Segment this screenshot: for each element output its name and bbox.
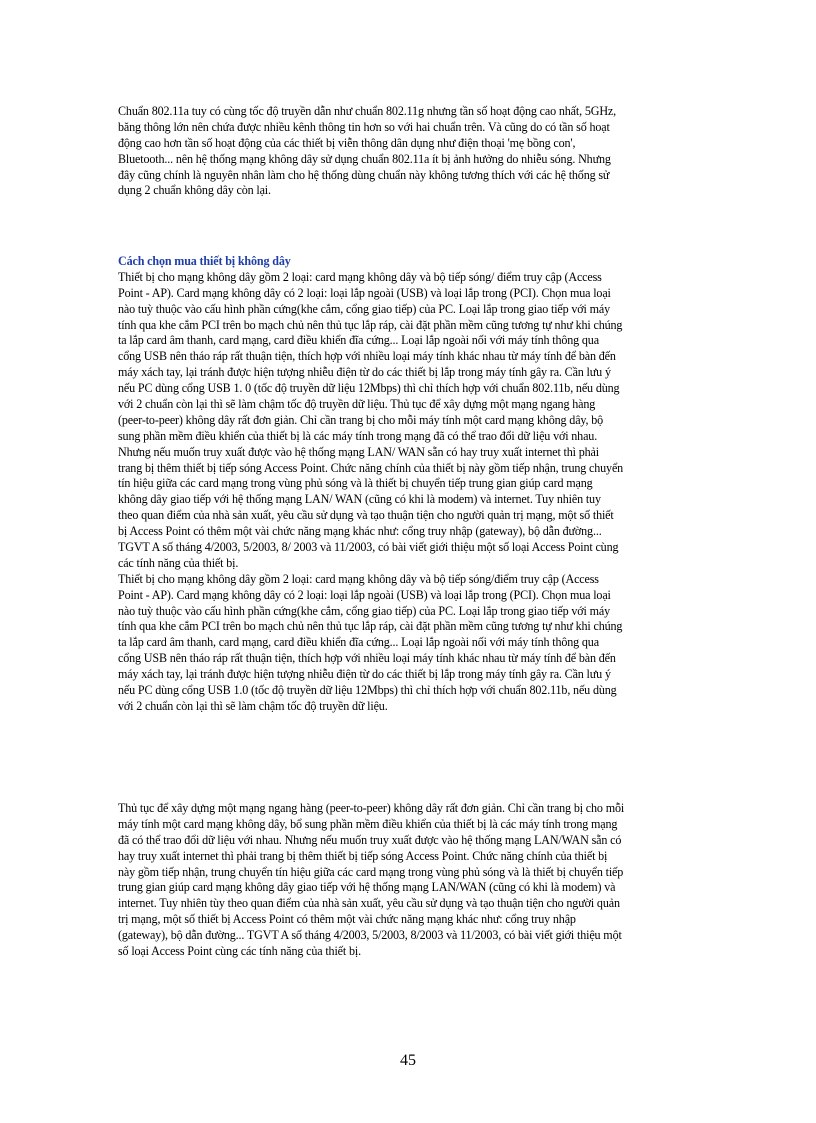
text-line: máy tính một card mạng không dây, bổ sung phần mềm điều khiển của thiết bị là các máy tính trong mạng [118, 816, 618, 831]
text-line: Point - AP). Card mạng không dây có 2 loại: loại lắp ngoài (USB) và loại lắp trong (PCI). Chọn mua loại [118, 587, 611, 602]
text-line: ta lắp card âm thanh, card mạng, card điều khiển đĩa cứng... Loại lắp ngoài nối với máy tính thông qua [118, 635, 599, 650]
text-line: internet. Tuy nhiên tùy theo quan điểm của nhà sản xuất, yêu cầu sử dụng và tạo thuận tiện cho người quản [118, 896, 620, 911]
text-line: tín hiệu giữa các card mạng trong vùng phủ sóng và là thiết bị chuyển tiếp trung gian giúp card mạng [118, 476, 593, 491]
text-line: với 2 chuẩn còn lại thì sẽ làm chậm tốc độ truyền dữ liệu. Thủ tục để xây dựng một mạng ngang hàng [118, 397, 596, 412]
text-line: Thủ tục để xây dựng một mạng ngang hàng (peer-to-peer) không dây rất đơn giản. Chỉ cần trang bị cho mỗi [118, 801, 625, 815]
text-line: sung phần mềm điều khiển của thiết bị là các máy tính trong mạng đã có thể trao đổi dữ liệu với nhau. [118, 428, 598, 443]
text-line: băng thông lớn nên chứa được nhiều kênh thông tin hơn so với hai chuẩn trên. Và cũng do có tần số hoạt [118, 119, 610, 134]
text-line: trị mạng, một số thiết bị Access Point có thêm một vài chức năng mạng khác như: cổng truy nhập [118, 912, 576, 927]
text-line: cổng USB nên tháo ráp rất thuận tiện, thích hợp với nhiều loại máy tính khác nhau từ máy tính để bàn đến [118, 651, 616, 666]
text-line: nào tuỳ thuộc vào cấu hình phần cứng(khe cắm, cổng giao tiếp) của PC. Loại lắp trong giao tiếp với máy [118, 603, 611, 618]
text-line: các tính năng của thiết bị. [118, 555, 239, 570]
text-line: Thiết bị cho mạng không dây gồm 2 loại: card mạng không dây và bộ tiếp sóng/điểm truy cập (Access [118, 571, 599, 586]
paragraph-802-11a [118, 104, 698, 199]
text-line: (gateway), bộ dẫn đường... TGVT A số tháng 4/2003, 5/2003, 8/2003 và 11/2003, có bài viết giới thiệu một [118, 928, 622, 943]
text-line: động cao hơn tần số hoạt động của các thiết bị viễn thông dân dụng như điện thoại 'mẹ bồng con', [118, 135, 576, 150]
text-line: Point - AP). Card mạng không dây có 2 loại: loại lắp ngoài (USB) và loại lắp trong (PCI). Chọn mua loại [118, 285, 611, 300]
text-line: Bluetooth... nên hệ thống mạng không dây sử dụng chuẩn 802.11a ít bị ảnh hưởng do nhiễu sóng. Nhưng [118, 151, 611, 166]
text-line: tính qua khe cắm PCI trên bo mạch chủ nên thủ tục lắp ráp, cài đặt phần mềm cũng tương tự như khi chúng [118, 619, 623, 634]
text-line: ta lắp card âm thanh, card mạng, card điều khiển đĩa cứng... Loại lắp ngoài nối với máy tính thông qua [118, 333, 599, 348]
text-line: với 2 chuẩn còn lại thì sẽ làm chậm tốc độ truyền dữ liệu. [118, 698, 388, 713]
section-buying-devices [118, 254, 698, 715]
text-line: Chuẩn 802.11a tuy có cùng tốc độ truyền dẫn như chuẩn 802.11g nhưng tần số hoạt động cao nhất, 5GHz, [118, 104, 616, 118]
text-line: TGVT A số tháng 4/2003, 5/2003, 8/ 2003 và 11/2003, có bài viết giới thiệu một số loại Access Point cùng [118, 540, 619, 555]
paragraph-peer-to-peer [118, 801, 698, 960]
text-line: (peer-to-peer) không dây rất đơn giản. Chỉ cần trang bị cho mỗi máy tính một card mạng không dây, bộ [118, 412, 604, 427]
text-line: máy xách tay, lại tránh được hiện tượng nhiễu điện từ do các thiết bị lắp trong máy tính gây ra. Cần lưu ý [118, 365, 611, 380]
page-number: 45 [400, 1052, 416, 1069]
text-line: trung gian giúp card mạng không dây giao tiếp với hệ thống mạng LAN/WAN (cũng có khi là modem) và [118, 880, 616, 895]
text-line: này gồm tiếp nhận, trung chuyển tín hiệu giữa các card mạng trong vùng phủ sóng và là thiết bị chuyển tiếp [118, 864, 624, 879]
text-line: trang bị thêm thiết bị tiếp sóng Access Point. Chức năng chính của thiết bị này gồm tiếp nhận, trung chuyển [118, 460, 624, 475]
text-line: theo quan điểm của nhà sản xuất, yêu cầu sử dụng và tạo thuận tiện cho người quản trị mạng, một số thiết [118, 508, 614, 523]
text-line: số loại Access Point cùng các tính năng của thiết bị. [118, 944, 361, 959]
text-line: tính qua khe cắm PCI trên bo mạch chủ nên thủ tục lắp ráp, cài đặt phần mềm cũng tương tự như khi chúng [118, 317, 623, 332]
section-heading: Cách chọn mua thiết bị không dây [118, 254, 291, 268]
text-line: dụng 2 chuẩn không dây còn lại. [118, 183, 271, 198]
text-line: đã có thể trao đổi dữ liệu với nhau. Nhưng nếu muốn truy xuất được vào hệ thống mạng LAN/WAN sẵn có [118, 832, 622, 847]
text-line: nào tuỳ thuộc vào cấu hình phần cứng(khe cắm, cổng giao tiếp) của PC. Loại lắp trong giao tiếp với máy [118, 301, 611, 316]
text-line: hay truy xuất internet thì phải trang bị thêm thiết bị tiếp sóng Access Point. Chức năng chính của thiết bị [118, 848, 608, 863]
text-line: bị Access Point có thêm một vài chức năng mạng khác như: cổng truy nhập (gateway), bộ dẫn đường... [118, 524, 602, 539]
text-line: không dây giao tiếp với hệ thống mạng LAN/ WAN (cũng có khi là modem) và internet. Tuy nhiên tuy [118, 492, 601, 507]
text-line: nếu PC dùng cổng USB 1. 0 (tốc độ truyền dữ liệu 12Mbps) thì chỉ thích hợp với chuẩn 802.11b, nếu dùng [118, 381, 620, 396]
text-line: Nhưng nếu muốn truy xuất được vào hệ thống mạng LAN/ WAN sẵn có hay truy xuất internet thì phải [118, 444, 599, 459]
text-line: đây cũng chính là nguyên nhân làm cho hệ thống dùng chuẩn này không tương thích với các hệ thống sử [118, 167, 610, 182]
text-line: cổng USB nên tháo ráp rất thuận tiện, thích hợp với nhiều loại máy tính khác nhau từ máy tính để bàn đến [118, 349, 616, 364]
text-line: Thiết bị cho mạng không dây gồm 2 loại: card mạng không dây và bộ tiếp sóng/ điểm truy cập (Access [118, 269, 602, 284]
text-line: nếu PC dùng cổng USB 1.0 (tốc độ truyền dữ liệu 12Mbps) thì chỉ thích hợp với chuẩn 802.11b, nếu dùng [118, 683, 617, 698]
text-line: máy xách tay, lại tránh được hiện tượng nhiễu điện từ do các thiết bị lắp trong máy tính gây ra. Cần lưu ý [118, 667, 611, 682]
